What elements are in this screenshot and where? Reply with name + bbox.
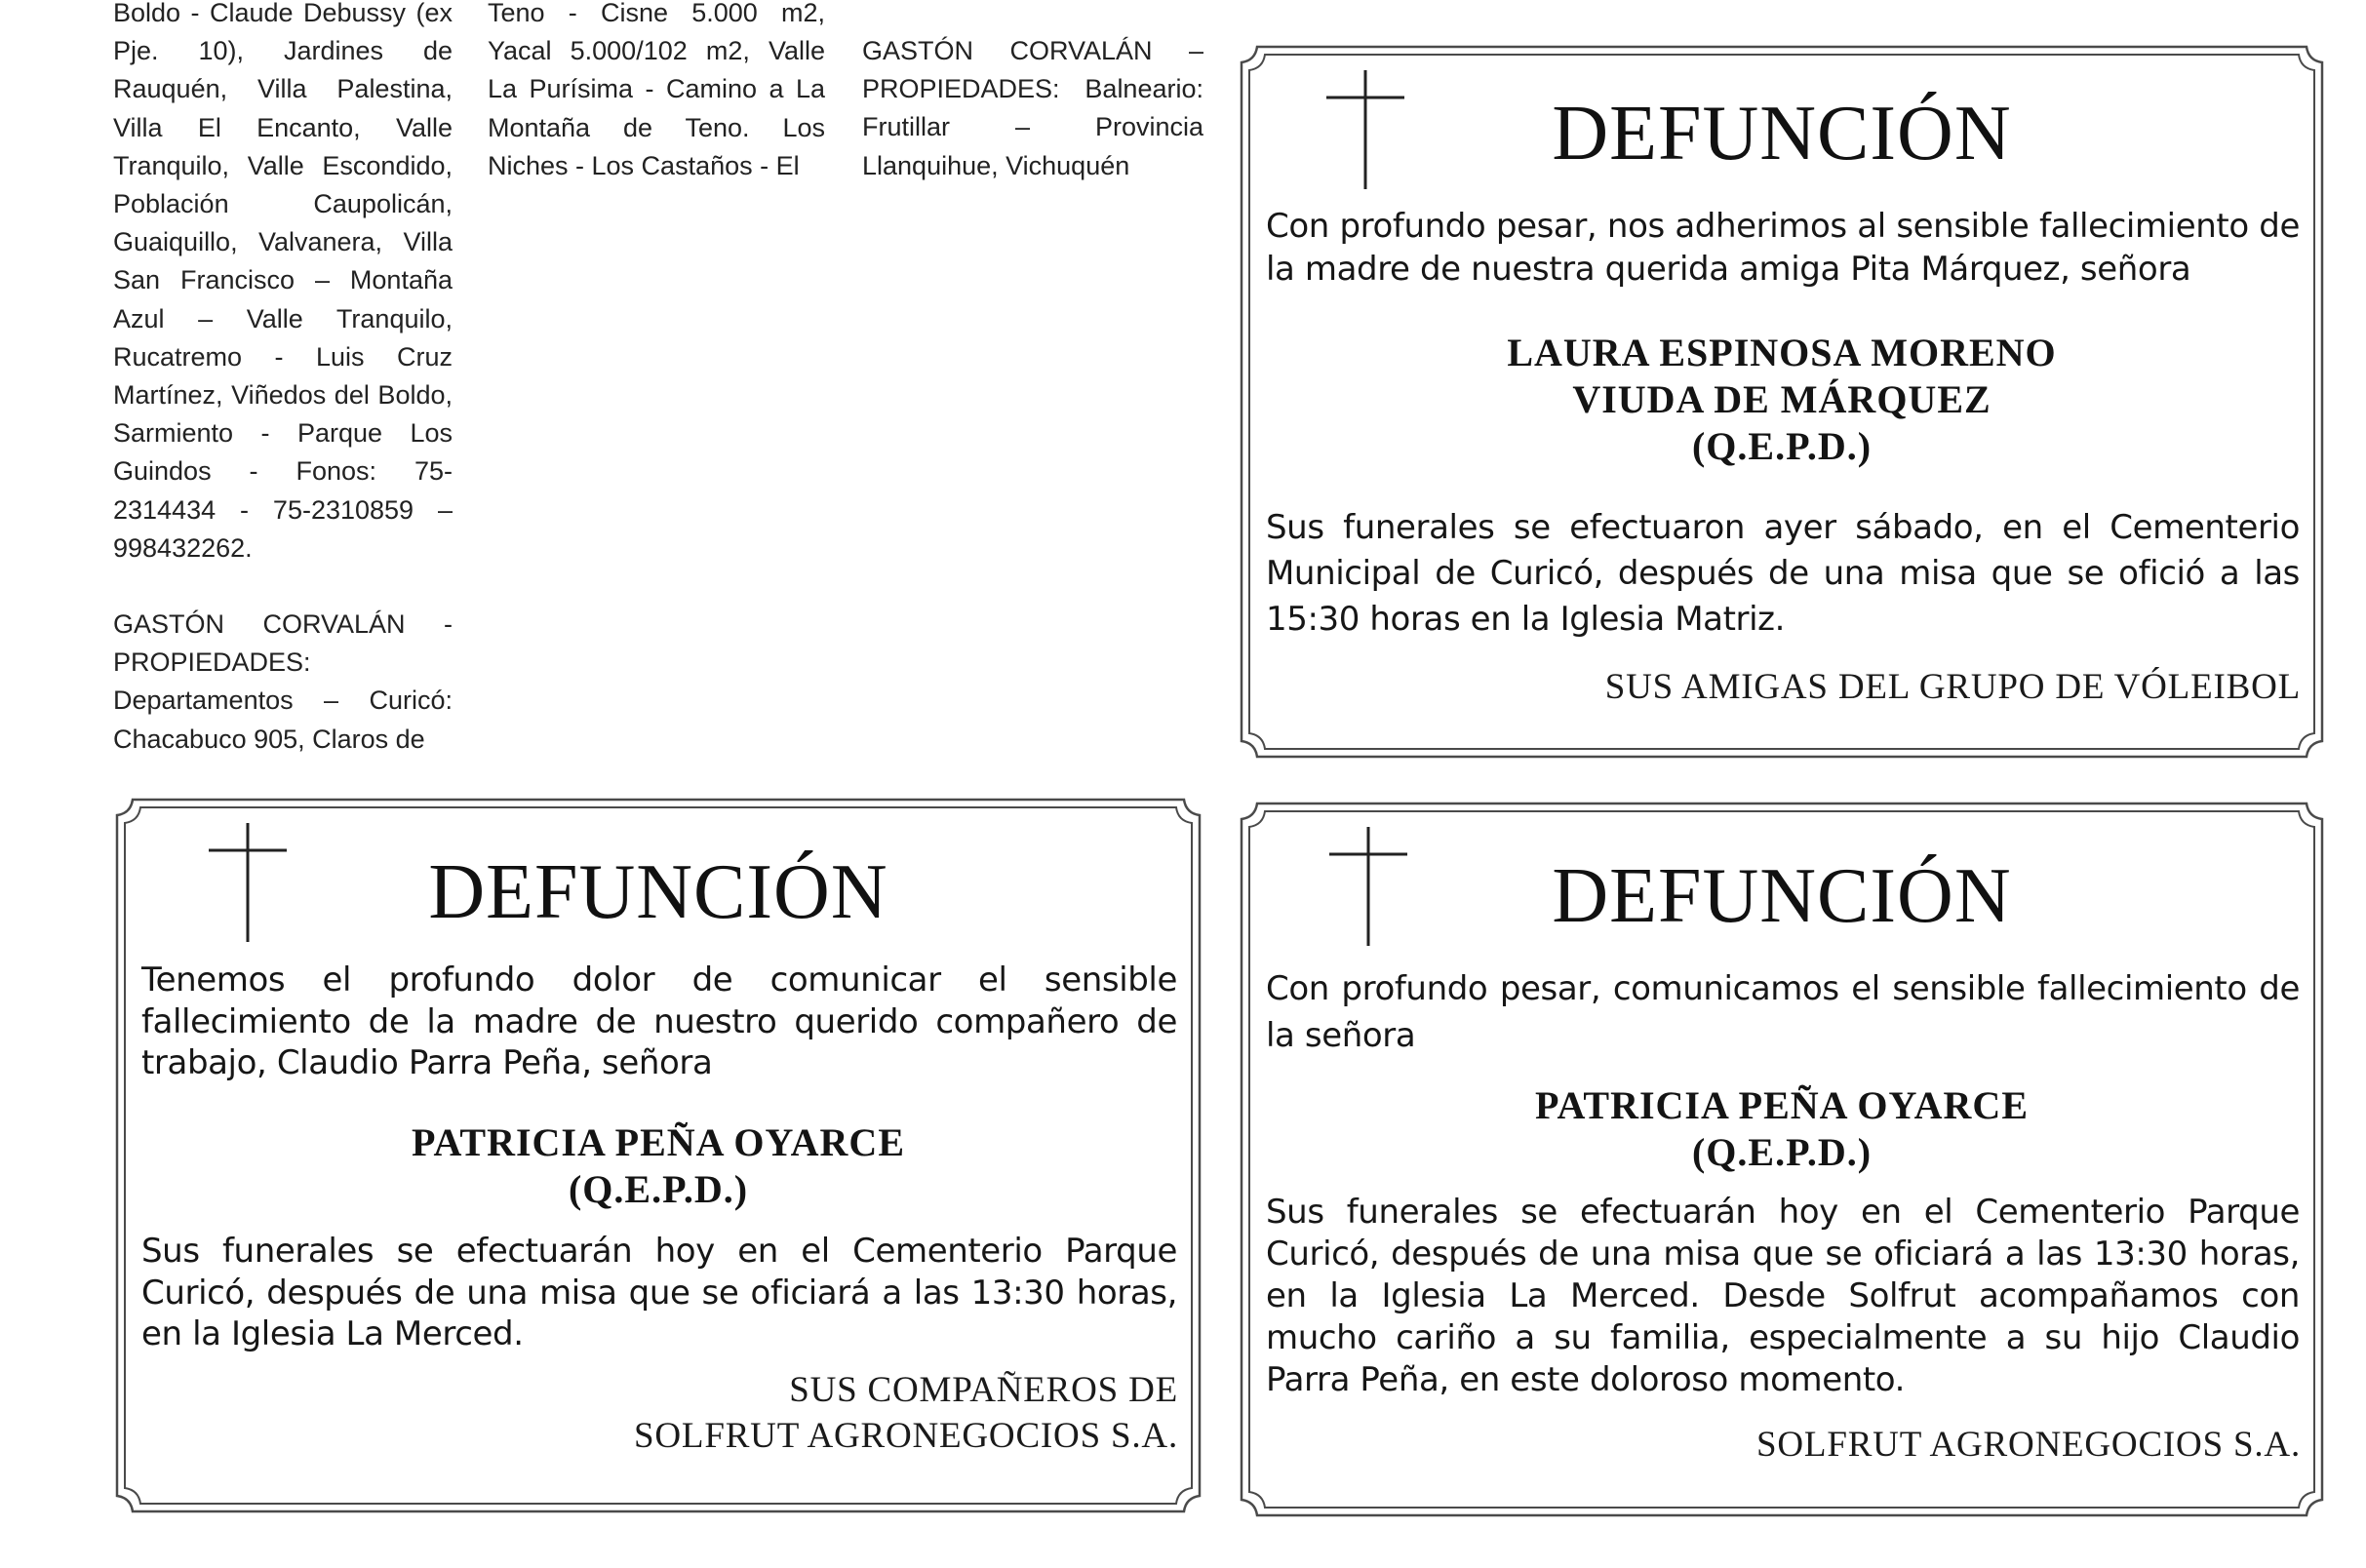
funeral-details-text: Sus funerales se efectuaron ayer sábado, en el Cementerio Municipal de Curicó, después de una misa que se ofició a las 15:30 horas en la Iglesia Matriz.: [1266, 508, 2300, 639]
classified-text: GASTÓN CORVALÁN – PROPIEDADES: Balneario: Frutillar – Provincia Llanquihue, Vichuquén: [862, 36, 1203, 180]
qepd-label: (Q.E.P.D.): [568, 1167, 749, 1211]
notice-intro: [1266, 965, 2300, 1059]
deceased-name-line1: PATRICIA PEÑA OYARCE: [1535, 1083, 2029, 1127]
deceased-name-line2: VIUDA DE MÁRQUEZ: [1572, 377, 1991, 421]
notice-title: DEFUNCIÓN: [1552, 853, 2012, 939]
obituary-notice-1: [1236, 41, 2328, 763]
funeral-details: [141, 1231, 1177, 1355]
notice-intro-text: Con profundo pesar, nos adherimos al sensible fallecimiento de la madre de nuestra querida amiga Pita Márquez, señora: [1266, 207, 2300, 289]
classified-text: Boldo - Claude Debussy (ex Pje. 10), Jardines de Rauquén, Villa Palestina, Villa El Encanto, Valle Tranquilo, Valle Escondido, Población Caupolicán, Guaiquillo, Valvanera, Villa San Francisco – Montaña Azul – Valle Tranquilo, Rucatremo - Luis Cruz Martínez, Viñedos del Boldo, Sarmiento - Parque Los Guindos - Fonos: 75-2314434 - 75-2310859 – 998432262.: [113, 0, 453, 563]
deceased-name: [111, 1119, 1205, 1213]
deceased-name-line1: LAURA ESPINOSA MORENO: [1507, 331, 2057, 374]
notice-signature: [1325, 1422, 2301, 1468]
notice-intro: [141, 960, 1177, 1084]
classified-column-3: [862, 0, 1203, 189]
obituary-notice-2: [111, 794, 1205, 1517]
funeral-details: [1266, 505, 2300, 643]
qepd-label: (Q.E.P.D.): [1691, 424, 1873, 468]
notice-title: DEFUNCIÓN: [428, 849, 888, 935]
qepd-label: (Q.E.P.D.): [1691, 1130, 1873, 1174]
notice-title: DEFUNCIÓN: [1552, 91, 2012, 176]
deceased-name: [1236, 330, 2328, 470]
signature-line: SUS AMIGAS DEL GRUPO DE VÓLEIBOL: [1604, 667, 2301, 707]
notice-signature: [1325, 664, 2301, 710]
notice-intro-text: Con profundo pesar, comunicamos el sensible fallecimiento de la señora: [1266, 969, 2300, 1055]
funeral-details-text: Sus funerales se efectuarán hoy en el Cementerio Parque Curicó, después de una misa que se oficiará a las 13:30 horas, en la Iglesia La Merced.: [141, 1232, 1177, 1353]
classified-text: Teno - Cisne 5.000 m2, Yacal 5.000/102 m2, Valle La Purísima - Camino a La Montaña de Teno. Los Niches - Los Castaños - El: [488, 0, 825, 179]
notice-intro: [1266, 205, 2300, 291]
classified-text: GASTÓN CORVALÁN - PROPIEDADES: Departamentos – Curicó: Chacabuco 905, Claros de: [113, 609, 453, 754]
obituary-notice-3: [1236, 798, 2328, 1521]
deceased-name: [1236, 1082, 2328, 1176]
deceased-name-line1: PATRICIA PEÑA OYARCE: [412, 1120, 905, 1164]
funeral-details-text: Sus funerales se efectuarán hoy en el Cementerio Parque Curicó, después de una misa que se oficiará a las 13:30 horas, en la Iglesia La Merced. Desde Solfrut acompañamos con mucho cariño a su familia, especialmente a su hijo Claudio Parra Peña, en este doloroso momento.: [1266, 1193, 2300, 1399]
notice-signature: [203, 1367, 1178, 1459]
classified-column-1: [113, 0, 453, 755]
signature-line-1: SUS COMPAÑEROS DE: [789, 1370, 1178, 1410]
classified-column-2: [488, 0, 825, 179]
notice-intro-text: Tenemos el profundo dolor de comunicar el sensible fallecimiento de la madre de nuestro querido compañero de trabajo, Claudio Parra Peña, señora: [141, 960, 1177, 1082]
signature-line-2: SOLFRUT AGRONEGOCIOS S.A.: [634, 1416, 1178, 1456]
funeral-details: [1266, 1192, 2300, 1401]
signature-line: SOLFRUT AGRONEGOCIOS S.A.: [1756, 1425, 2301, 1465]
